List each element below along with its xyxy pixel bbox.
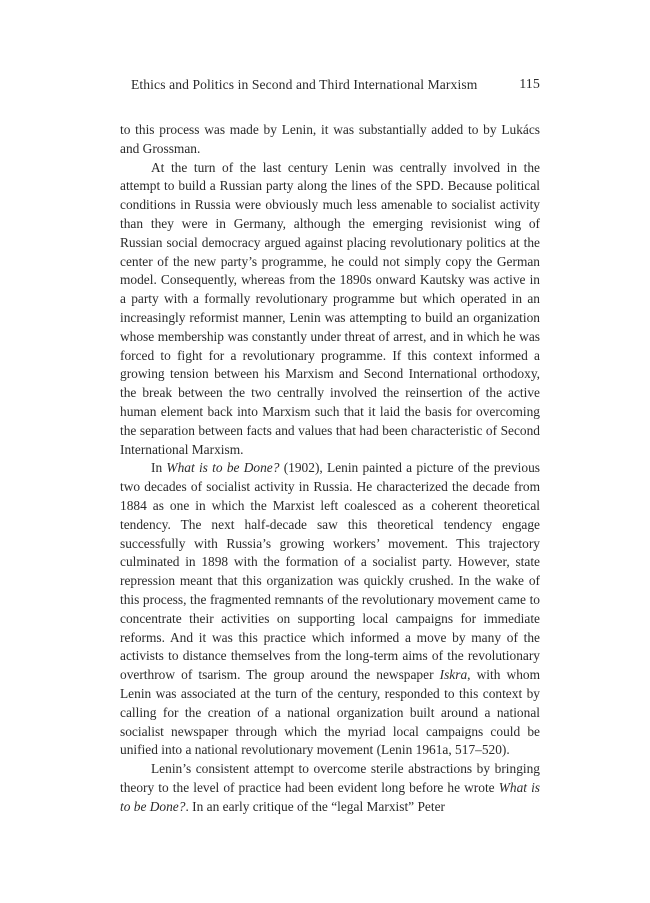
book-title-what-is-to-be-done: What is to be Done? — [166, 460, 280, 476]
newspaper-title-iskra: Iskra — [439, 667, 468, 683]
book-title-what-is-to-be-done: What is to be Done? — [120, 779, 540, 814]
running-head — [120, 77, 540, 97]
paragraph-segment: (1902), Lenin painted a picture of the previous two decades of socialist activity in Russia. He characterized the decade from 1884 as one in which the Marxist left coalesced as a coherent theoretical tendency. The next half-decade saw this theoretical tendency engage successfully with Russia’s growing workers’ movement. This trajectory culminated in 1898 with the formation of a socialist party. However, state repression meant that this organization was quickly crushed. In the wake of this process, the fragmented remnants of the revolutionary movement came to concentrate their activities on supporting local campaigns for immediate reforms. And it was this practice which informed a move by many of the activists to distance themselves from the long-term aims of the revolutionary overthrow of tsarism. The group around the newspaper — [120, 460, 540, 683]
paragraph-segment: In — [151, 460, 167, 476]
page-number: 115 — [519, 77, 540, 92]
running-head-title: Ethics and Politics in Second and Third International Marxism — [131, 77, 478, 92]
paragraph-segment: At the turn of the last century Lenin was centrally involved in the attempt to build a Russian party along the lines of the SPD. Because political conditions in Russia were obviously much less amenable to socialist activity than they were in Germany, although the emerging revisionist wing of Russian social democracy argued against placing revolutionary politics at the center of the new party’s programme, he could not simply copy the German model. Consequently, whereas from the 1890s onward Kautsky was active in a party with a formally revolutionary programme but which operated in an increasingly reformist manner, Lenin was attempting to build an organization whose membership was constantly under threat of arrest, and in which he was forced to fight for a revolutionary programme. If this context informed a growing tension between his Marxism and Second International orthodoxy, the break between the two centrally involved the reinsertion of the active human element back into Marxism such that it laid the basis for overcoming the separation between facts and values that had been characteristic of Second International Marxism. — [120, 159, 540, 457]
paragraph-continuation — [120, 121, 540, 159]
paragraph — [120, 159, 540, 460]
paragraph-segment: . In an early critique of the “legal Marxist” Peter — [185, 798, 445, 814]
paragraph-segment: to this process was made by Lenin, it was substantially added to by Lukács and Grossman. — [120, 122, 540, 156]
paragraph-segment: Lenin’s consistent attempt to overcome sterile abstractions by bringing theory to the level of practice had been evident long before he wrote — [120, 761, 540, 795]
paragraph — [120, 760, 540, 816]
paragraph — [120, 459, 540, 760]
body-text — [120, 121, 540, 816]
paragraph-segment: , with whom Lenin was associated at the turn of the century, responded to this context by calling for the creation of a national organization built around a national socialist newspaper through which the myriad local campaigns could be unified into a national revolutionary movement (Lenin 1961a, 517–520). — [120, 667, 541, 758]
